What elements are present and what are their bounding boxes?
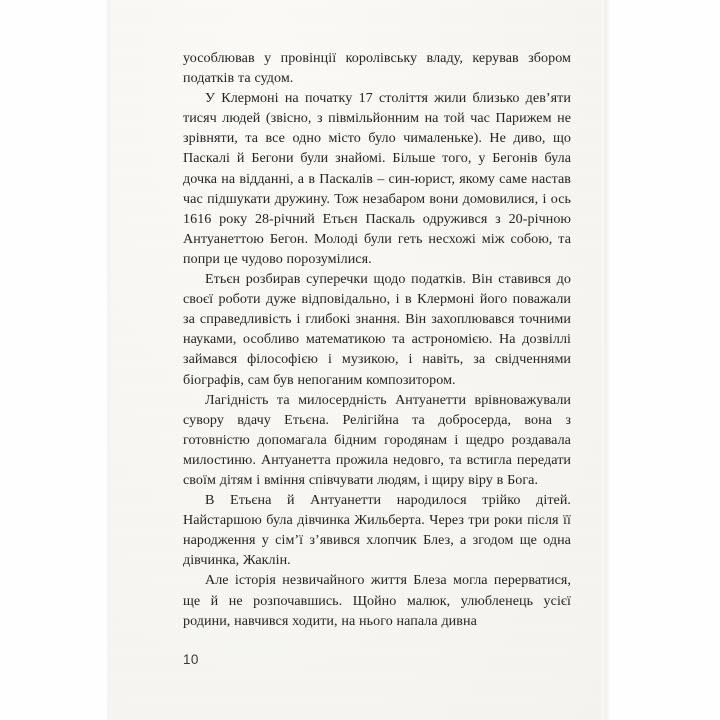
paragraph-antoinette: Лагідність та милосердність Антуанетти врівноважували сувору вдачу Етьєна. Релігійна та добросерда, вона з готовністю допомагала бідним городянам і щедро роздавала милостиню. Антуанетта прожила недовго, та встигла передати своїм дітям і вміння співчувати людям, і щиру віру в Бога. [183, 391, 571, 488]
paragraph-illness: Але історія незвичайного життя Блеза могла перерватися, ще й не розпочавшись. Щойно малюк, улюбленець усієї родини, навчився ходити, на нього напала дивна [183, 572, 571, 629]
paragraph-children: В Етьєна й Антуанетти народилося трійко дітей. Найстаршою була дівчинка Жильберта. Через три роки після її народження у сім’ї з’явився хлопчик Блез, а згодом ще одна дівчинка, Жаклін. [183, 492, 571, 569]
paragraph-continuation: уособлював у провінції королівську владу, керував збором податків та судом. [183, 50, 571, 87]
body-text-column [183, 48, 571, 631]
paragraph-clermont: У Клермоні на початку 17 століття жили близько дев’яти тисяч людей (звісно, з півмільйонним на той час Парижем не зрівняти, та все одно місто було чималеньке). Не диво, що Паскалі й Бегони були знайомі. Більше того, у Бегонів була дочка на відданні, а в Паскалів – син-юрист, якому саме настав час підшукати дружину. Тож незабаром вони домовилися, і ось 1616 року 28-річний Етьєн Паскаль одружився з 20-річною Антуанеттою Бегон. Молоді були геть несхожі між собою, та попри це чудово порозумілися. [183, 90, 571, 267]
page-edge-right [602, 0, 610, 720]
page-number: 10 [183, 652, 199, 667]
paragraph-etienne: Етьєн розбирав суперечки щодо податків. Він ставився до своєї роботи дуже відповідально, і в Клермоні його поважали за справедливість і глибокі знання. Він захоплювався точними науками, особливо математикою та астрономією. На дозвіллі займався філософією і музикою, і навіть, за свідченнями біографів, сам був непоганим композитором. [183, 271, 571, 388]
